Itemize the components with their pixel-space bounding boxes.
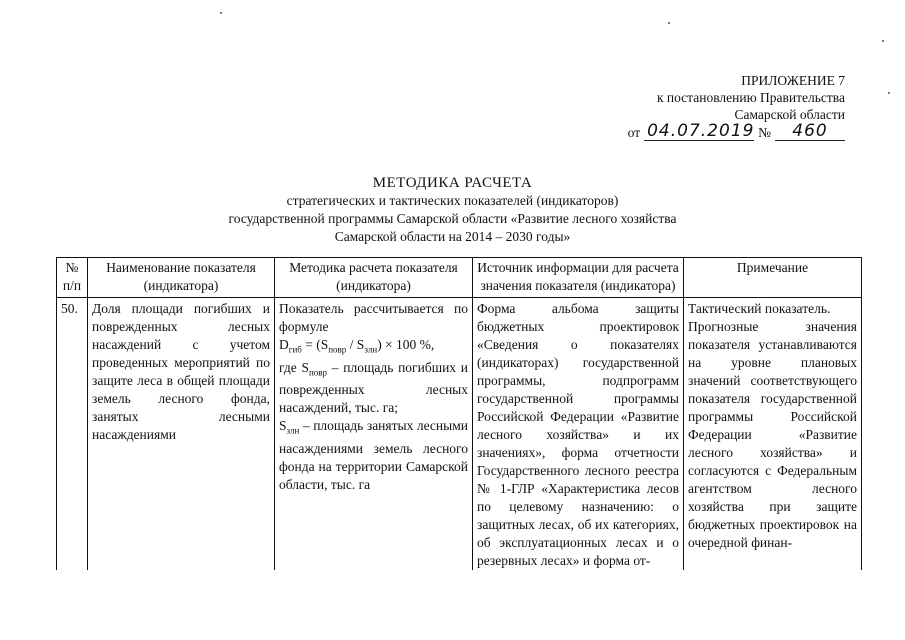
handwritten-date: 04.07.2019 — [644, 123, 754, 141]
appendix-title: ПРИЛОЖЕНИЕ 7 — [741, 73, 845, 88]
method-intro: Показатель рассчитывается по формуле — [279, 301, 468, 334]
information-source: Форма альбома защиты бюджетных проектировок «Сведения о показателях (индикаторах) государственной программы, подпрограмм государственной программы Российской Федерации «Развитие лесного хозяйства» и их значениях», форма отчетности Государственного лесного реестра № 1-ГЛР «Характеристика лесов по целевому назначению: о защитных лесах, об их категориях, об эксплуатационных лесах и о резервных лесах» и форма от- — [473, 298, 684, 571]
note-text: Прогнозные значения показателя устанавливаются на уровне плановых значений соответствующего показателя государственной программы Российской Федерации «Развитие лесного хозяйства» и согласуются с Федеральным агентством лесного хозяйства при защите бюджетных проектировок на очередной финан- — [688, 319, 857, 550]
scan-speck — [668, 22, 670, 24]
appendix-line-2: Самарской области — [734, 107, 845, 122]
variable-definition-2: $S_{злн}$ – площадь занятых лесными насаждениями земель лесного фонда на территории Самарской области, тыс. га — [279, 418, 468, 493]
heading-sub-1: стратегических и тактических показателей (индикаторов) — [286, 193, 619, 208]
number-prefix: № — [758, 125, 771, 140]
scan-speck — [888, 92, 890, 94]
document-heading — [0, 174, 905, 246]
header-note: Примечание — [684, 258, 862, 298]
calculation-method — [275, 298, 473, 571]
scan-speck — [882, 40, 884, 42]
note-cell — [684, 298, 862, 571]
heading-sub-2: государственной программы Самарской области «Развитие лесного хозяйства — [228, 211, 677, 226]
scan-speck — [220, 12, 222, 14]
heading-main: МЕТОДИКА РАСЧЕТА — [372, 175, 533, 191]
header-name: Наименование показателя (индикатора) — [88, 258, 275, 298]
indicator-name: Доля площади погибших и поврежденных лесных насаждений с учетом проведенных мероприятий по защите леса в общей площади земель лесного фонда, занятых лесными насаждениями — [88, 298, 275, 571]
header-method: Методика расчета показателя (индикатора) — [275, 258, 473, 298]
table-header-row — [57, 258, 862, 298]
formula: $D_{гиб} = (S_{повр} / S_{злн}) \times 100$ %, — [279, 337, 435, 355]
appendix-line-1: к постановлению Правительства — [656, 90, 845, 105]
header-number: № п/п — [57, 258, 88, 298]
indicator-table — [56, 257, 862, 570]
variable-definition-1: где $S_{повр}$ – площадь погибших и поврежденных лесных насаждений, тыс. га; — [279, 359, 469, 416]
date-prefix: от — [627, 125, 641, 140]
header-source: Источник информации для расчета значения показателя (индикатора) — [473, 258, 684, 298]
appendix-block — [585, 72, 845, 141]
handwritten-number: 460 — [775, 123, 845, 141]
appendix-date-line — [585, 123, 845, 141]
heading-sub-3: Самарской области на 2014 – 2030 годы» — [334, 229, 571, 244]
table-row — [57, 298, 862, 571]
note-type: Тактический показатель. — [688, 301, 831, 316]
row-number: 50. — [57, 298, 88, 571]
